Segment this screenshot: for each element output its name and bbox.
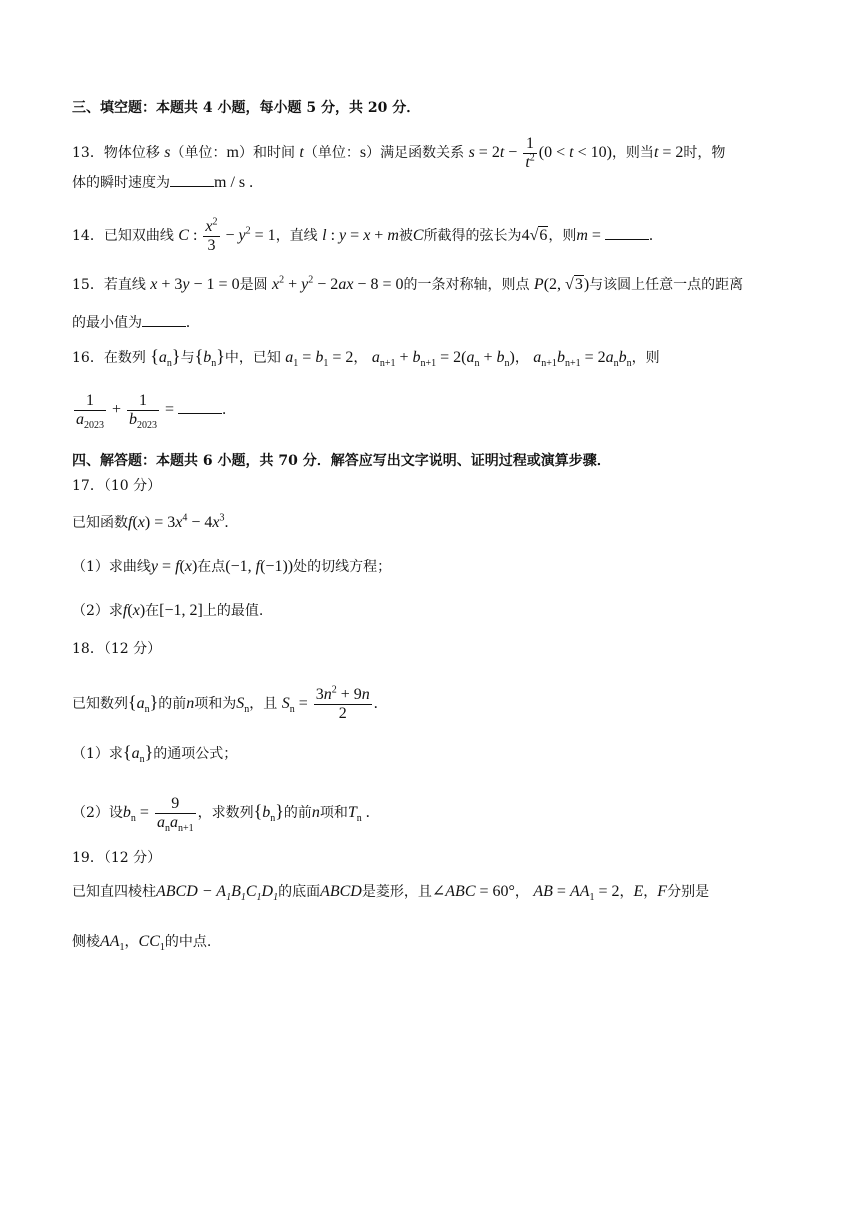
q13-unit-label-b: （单位： (303, 145, 360, 162)
question-14: 14．已知双曲线 C : $\frac{x^2}{3}$ − $y^2 = 1$，直线 l : y = x + m被C所截得的弦长为4√6，则m = . (72, 216, 653, 254)
q19-stem-d: 分别是 (667, 884, 710, 900)
q14-answer-blank (605, 225, 649, 240)
q18-p1-a: （1）求 (72, 746, 123, 762)
q13-text-a: 物体位移 (103, 145, 160, 162)
q18-stem: 已知数列$\{a_n\}$的前n项和为$S_n$，且 $S_n$ = $\frac{3n^2 + 9n}{2}$ . (72, 684, 378, 722)
q16-number: 16． (72, 350, 104, 366)
question-13-line-2 (72, 172, 253, 193)
q19-stem-c: 是菱形，且 (361, 884, 432, 900)
q19-stem-b: 的底面 (278, 884, 321, 900)
q15-text-c: 的一条对称轴，则点 (403, 277, 530, 293)
q18-part-2: （2）设$b_n$ = $\frac{9}{a_na_{n+1}}$ ，求数列$\{b_n\}$的前n项和$T_n$ . (72, 795, 370, 835)
q16-expression: $\frac{1}{a_{2023}}$ + $\frac{1}{b_{2023}}$ = (76, 392, 179, 432)
q13-unit-m: m (226, 144, 239, 162)
question-15-line-2: 的最小值为 . (72, 314, 190, 331)
q14-text-d: 所截得的弦长为 (423, 228, 522, 245)
q13-text-d: ，则当 (611, 145, 654, 162)
q17-p1-a: （1）求曲线 (72, 559, 151, 575)
q17-stem: 已知函数$f(x) = 3x^4 - 4x^3$. (72, 512, 229, 531)
q13-text-c: ）满足函数关系 (366, 145, 465, 162)
q18-stem-d: ，且 (249, 696, 278, 713)
q17-p2-b: 在 (145, 603, 160, 619)
q18-header: 18．（12 分） (72, 641, 162, 657)
q13-answer-blank (170, 172, 214, 187)
q17-p1-b: 在点 (197, 559, 226, 575)
q15-number: 15． (72, 277, 104, 293)
question-13-line-1: 13．物体位移 s（单位：m）和时间 t（单位：s）满足函数关系 s = 2t − $\frac{1}{t^2}$ (0 < t < 10)，则当t = 2时，物 (72, 135, 726, 171)
q17-stem-text: 已知函数 (72, 515, 128, 531)
q18-p2-b: ，求数列 (197, 805, 254, 822)
q13-unit-s: s (359, 144, 367, 162)
q19-header: 19．（12 分） (72, 850, 162, 866)
q19-stem-line-2: 侧棱$AA_1$，$CC_1$的中点. (72, 933, 212, 954)
q15-line2-text: 的最小值为 (72, 315, 142, 331)
q16-text-d: ，则 (631, 350, 660, 366)
q15-text-b: 是圆 (239, 277, 268, 293)
q14-hyperbola: C : $\frac{x^2}{3}$ − $y^2 = 1$ (178, 216, 276, 254)
question-15-line-1: 15．若直线 x + 3y − 1 = 0是圆 $x^2 + y^2 - 2ax - 8 = 0$的一条对称轴，则点 P(2, √3)与该圆上任意一点的距离 (72, 274, 744, 293)
q18-p1-b: 的通项公式； (153, 746, 238, 762)
q15-text-d: 与该圆上任意一点的距离 (589, 277, 744, 293)
q16-text-a: 在数列 (103, 350, 146, 366)
q18-stem-c: 项和为 (194, 696, 237, 713)
q17-p2-a: （2）求 (72, 603, 123, 619)
q18-p2-a: （2）设 (72, 805, 123, 822)
q13-formula: s = 2t − $\frac{1}{t^2}$ (0 < t < 10) (468, 135, 612, 171)
q17-header: 17．（10 分） (72, 478, 162, 494)
q18-sum-formula: $S_n$ = $\frac{3n^2 + 9n}{2}$ . (281, 684, 378, 722)
q13-number: 13． (72, 145, 104, 162)
q14-text-a: 已知双曲线 (103, 228, 174, 245)
q14-text-c: 被 (398, 228, 413, 245)
q18-p2-d: 项和 (319, 805, 348, 822)
q18-p2-c: 的前 (283, 805, 312, 822)
q18-stem-b: 的前 (158, 696, 187, 713)
q17-p1-c: 处的切线方程； (293, 559, 392, 575)
question-16-line-1: 16．在数列 $\{a_n\}$与$\{b_n\}$中，已知 $a_1 = b_1 = 2$， $a_{n+1} + b_{n+1} = 2(a_n + b_n)$， $a_{n+1}b_{n+1} = 2a_nb_n$，则 (72, 346, 660, 370)
q16-text-c: 中，已知 (224, 350, 281, 366)
section-fill-in-heading: 三、填空题：本题共 4 小题，每小题 5 分，共 20 分． (72, 100, 421, 116)
q17-part-2: （2）求f(x)在[−1, 2]上的最值. (72, 602, 264, 619)
q14-text-e: ，则 (548, 228, 577, 245)
q13-unit-end: m / s . (214, 174, 254, 191)
q19-stem-line-1: 已知直四棱柱ABCD − $A_1B_1C_1D_1$的底面ABCD是菱形，且∠ABC = 60°， AB = $AA_1 = 2$，E，F分别是 (72, 883, 710, 904)
q13-text-b: ）和时间 (238, 145, 295, 162)
q18-part-1: （1）求$\{a_n\}$的通项公式； (72, 742, 238, 766)
question-16-line-2: $\frac{1}{a_{2023}}$ + $\frac{1}{b_{2023}}$ = . (72, 392, 226, 429)
q13-line2-text: 体的瞬时速度为 (72, 175, 170, 191)
q17-p2-c: 上的最值. (202, 603, 264, 619)
section-answer-heading: 四、解答题：本题共 6 小题，共 70 分．解答应写出文字说明、证明过程或演算步骤． (72, 453, 611, 469)
q19-line2-b: 的中点. (164, 934, 212, 950)
q16-answer-blank (178, 399, 222, 414)
q19-line2-a: 侧棱 (72, 934, 100, 950)
q19-stem-a: 已知直四棱柱 (72, 884, 156, 900)
q16-text-b: 与 (180, 350, 195, 366)
q13-unit-label-a: （单位： (170, 145, 227, 162)
q17-part-1: （1）求曲线y = f(x)在点(−1, f(−1))处的切线方程； (72, 558, 392, 575)
q13-text-e: 时，物 (683, 145, 726, 162)
q15-answer-blank (142, 312, 186, 327)
q15-text-a: 若直线 (103, 277, 146, 293)
q18-stem-a: 已知数列 (72, 696, 128, 713)
q14-line-eq: l : y = x + m (322, 227, 399, 245)
q14-number: 14． (72, 228, 104, 245)
q14-text-b: ，直线 (275, 228, 318, 245)
